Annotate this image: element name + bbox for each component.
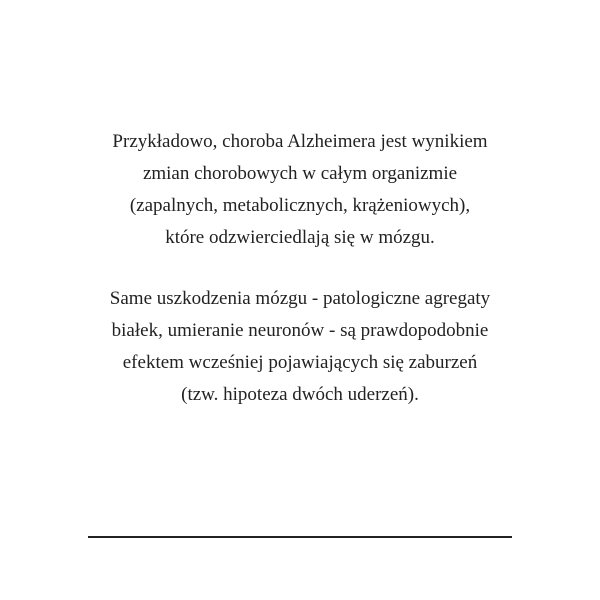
paragraph-2-line-4: (tzw. hipoteza dwóch uderzeń).: [181, 384, 419, 405]
paragraph-2: [30, 283, 570, 411]
paragraph-1-line-4: które odzwierciedlają się w mózgu.: [165, 227, 435, 248]
horizontal-rule: [88, 536, 512, 538]
paragraph-1-line-2: zmian chorobowych w całym organizmie: [142, 163, 458, 184]
paragraph-2-line-1: Same uszkodzenia mózgu - patologiczne agregaty: [109, 288, 491, 309]
paragraph-1-line-1: Przykładowo, choroba Alzheimera jest wynikiem: [112, 131, 488, 152]
paragraph-2-line-3: efektem wcześniej pojawiających się zaburzeń: [122, 352, 478, 373]
paragraph-1: [30, 126, 570, 254]
paragraph-1-line-3: (zapalnych, metabolicznych, krążeniowych),: [129, 195, 471, 216]
paragraph-2-line-2: białek, umieranie neuronów - są prawdopodobnie: [111, 320, 489, 341]
